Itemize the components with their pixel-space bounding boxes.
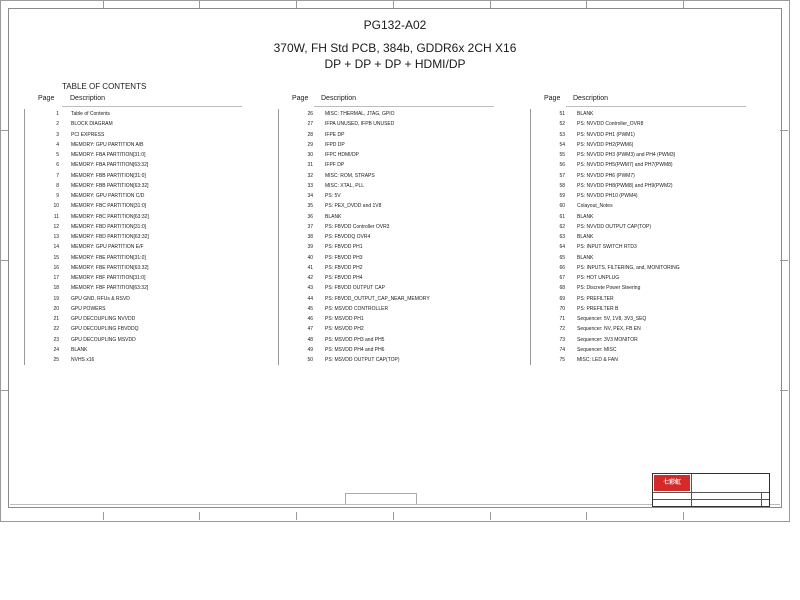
zone-tick	[586, 0, 587, 8]
toc-row	[279, 130, 460, 140]
toc-row	[25, 335, 206, 345]
toc-description: GPU DECOUPLING NVVDD	[71, 316, 136, 322]
zone-tick	[103, 0, 104, 8]
toc-description: PS: FBVDD PH2	[325, 264, 363, 271]
toc-row	[25, 201, 206, 211]
toc-description: IFPD DP	[325, 141, 345, 148]
toc-description: PS: FBVDD PH3	[325, 254, 363, 261]
toc-row	[279, 314, 460, 324]
toc-page-number: 3	[56, 131, 59, 138]
toc-row	[25, 212, 206, 222]
toc-page-number: 60	[559, 203, 565, 210]
toc-description: PS: INPUT SWITCH RTD3	[577, 244, 637, 251]
toc-page-number: 59	[559, 193, 565, 199]
toc-description: MEMORY: FBA PARTITION[31:0]	[71, 152, 146, 158]
toc-row	[25, 232, 206, 242]
toc-title: TABLE OF CONTENTS	[62, 82, 147, 91]
toc-row	[531, 171, 712, 181]
toc-column-2	[292, 95, 460, 365]
toc-page-number: 6	[56, 162, 59, 169]
toc-row	[279, 232, 460, 242]
toc-row	[279, 242, 460, 252]
toc-page-number: 33	[307, 182, 313, 189]
toc-description: MEMORY: FBB PARTITION[63:32]	[71, 182, 149, 189]
toc-row	[531, 119, 712, 129]
toc-page-number: 41	[307, 264, 313, 271]
toc-description: BLANK	[577, 254, 594, 261]
toc-row	[279, 222, 460, 232]
toc-row	[531, 283, 712, 293]
toc-page-number: 45	[307, 305, 313, 312]
toc-page-number: 2	[56, 121, 59, 128]
toc-page-number: 23	[53, 336, 59, 343]
toc-row	[279, 181, 460, 191]
toc-description: PS: NVVDD PH6 (PWM7)	[577, 172, 635, 179]
toc-description: MISC: ROM, STRAPS	[325, 172, 375, 179]
toc-description: MEMORY: FBF PARTITION[31:0]	[71, 275, 146, 281]
toc-page-number: 65	[559, 254, 565, 261]
toc-description: MEMORY: FBA PARTITION[63:32]	[71, 162, 149, 169]
title-block-divider	[653, 492, 769, 493]
toc-page-number: 61	[559, 213, 565, 220]
toc-description: PS: FBVDD Controller OVR3	[325, 223, 390, 230]
toc-page-number: 16	[53, 264, 59, 271]
toc-row	[25, 253, 206, 263]
toc-page-number: 70	[559, 305, 565, 312]
description-header: Description	[321, 95, 357, 102]
toc-description: MEMORY: FBD PARTITION[63:32]	[71, 234, 149, 240]
toc-row	[25, 191, 206, 201]
toc-page-number: 57	[559, 172, 565, 179]
toc-page-number: 5	[56, 152, 59, 158]
toc-row	[531, 212, 712, 222]
toc-page-number: 12	[53, 223, 59, 230]
page-header: Page	[544, 95, 561, 102]
description-header: Description	[573, 95, 609, 102]
toc-description: PS: FBVDD OUTPUT CAP	[325, 285, 385, 292]
toc-page-number: 51	[559, 111, 565, 117]
toc-row	[25, 314, 206, 324]
toc-page-number: 14	[53, 244, 59, 251]
header-rule	[314, 106, 494, 107]
toc-description: BLANK	[71, 346, 88, 353]
toc-row	[531, 140, 712, 150]
toc-page-number: 34	[307, 193, 313, 199]
toc-description: IFPE DP	[325, 131, 345, 138]
toc-row	[531, 160, 712, 170]
toc-page-number: 71	[559, 316, 565, 322]
toc-rows	[24, 109, 206, 365]
toc-row	[25, 304, 206, 314]
toc-page-number: 67	[559, 275, 565, 281]
toc-page-number: 27	[307, 121, 313, 128]
toc-page-number: 55	[559, 152, 565, 158]
toc-row	[531, 253, 712, 263]
toc-row	[531, 355, 712, 365]
toc-page-number: 39	[307, 244, 313, 251]
toc-row	[25, 345, 206, 355]
toc-page-number: 21	[53, 316, 59, 322]
toc-description: MEMORY: FBC PARTITION[31:0]	[71, 203, 147, 210]
toc-description: PS: MSVDD PH1	[325, 316, 364, 322]
toc-row	[279, 212, 460, 222]
toc-page-number: 44	[307, 295, 313, 302]
toc-page-number: 11	[53, 213, 59, 220]
toc-page-number: 68	[559, 285, 565, 292]
toc-page-number: 7	[56, 172, 59, 179]
toc-description: PS: HOT UNPLUG	[577, 275, 620, 281]
toc-row	[279, 191, 460, 201]
toc-description: IFPA UNUSED, IFPB UNUSED	[325, 121, 395, 128]
toc-page-number: 35	[307, 203, 313, 210]
toc-row	[25, 242, 206, 252]
toc-row	[279, 119, 460, 129]
toc-description: PS: MSVDD PH3 and PH5	[325, 336, 385, 343]
toc-page-number: 74	[559, 346, 565, 353]
toc-description: BLANK	[577, 111, 594, 117]
toc-description: PS: FBVDDQ OVR4	[325, 234, 371, 240]
toc-page-number: 48	[307, 336, 313, 343]
title-block	[652, 473, 770, 507]
toc-description: Sequencer: 5V, 1V8, 3V3_SEQ	[577, 316, 647, 322]
title-block-divider	[761, 492, 762, 506]
toc-description: PS: MSVDD CONTROLLER	[325, 305, 389, 312]
toc-page-number: 73	[559, 336, 565, 343]
toc-description: MEMORY: FBD PARTITION[31:0]	[71, 223, 147, 230]
toc-row	[531, 314, 712, 324]
toc-description: BLANK	[325, 213, 342, 220]
toc-page-number: 72	[559, 326, 565, 333]
toc-row	[279, 273, 460, 283]
column-header	[292, 95, 460, 109]
toc-row	[25, 222, 206, 232]
toc-page-number: 58	[559, 182, 565, 189]
header-rule	[566, 106, 746, 107]
toc-page-number: 4	[56, 141, 59, 148]
display-outputs: DP + DP + DP + HDMI/DP	[324, 57, 466, 71]
toc-row	[279, 201, 460, 211]
toc-description: Sequencer: 3V3 MONITOR	[577, 336, 638, 343]
toc-page-number: 75	[559, 357, 565, 363]
zone-tick	[683, 0, 684, 8]
toc-page-number: 66	[559, 264, 565, 271]
toc-page-number: 47	[307, 326, 313, 333]
zone-tick	[683, 512, 684, 520]
zone-tick	[199, 512, 200, 520]
toc-description: PS: NVVDD PH1 (PWM1)	[577, 131, 635, 138]
toc-description: PS: FBVDD PH4	[325, 275, 363, 281]
toc-description: MEMORY: GPU PARTITION E/F	[71, 244, 144, 251]
toc-description: NVHS x16	[71, 357, 95, 363]
zone-tick	[0, 260, 8, 261]
toc-row	[531, 130, 712, 140]
toc-description: PS: 5V	[325, 193, 341, 199]
toc-row	[279, 324, 460, 334]
toc-page-number: 50	[307, 357, 313, 363]
column-header	[38, 95, 206, 109]
toc-page-number: 26	[307, 111, 313, 117]
toc-description: PS: Discrete Power Steering	[577, 285, 641, 292]
toc-description: PCI EXPRESS	[71, 131, 105, 138]
toc-description: BLANK	[577, 234, 594, 240]
toc-row	[279, 283, 460, 293]
toc-page-number: 42	[307, 275, 313, 281]
toc-description: PS: PEX_DVDD and 1V8	[325, 203, 382, 210]
toc-row	[25, 140, 206, 150]
zone-tick	[780, 390, 788, 391]
toc-page-number: 18	[53, 285, 59, 292]
toc-description: PS: NVVDD PH2(PWM6)	[577, 141, 634, 148]
toc-row	[279, 304, 460, 314]
toc-row	[531, 304, 712, 314]
toc-rows	[278, 109, 460, 365]
toc-description: PS: NVVDD PH10 (PWM4)	[577, 193, 638, 199]
toc-description: PS: MSVDD PH2	[325, 326, 364, 333]
toc-description: MEMORY: GPU PARTITION A/B	[71, 141, 144, 148]
toc-description: IFPC HDMI/DP	[325, 152, 359, 158]
page-header: Page	[38, 95, 55, 102]
toc-row	[531, 335, 712, 345]
toc-description: BLOCK DIAGRAM	[71, 121, 113, 128]
toc-page-number: 43	[307, 285, 313, 292]
toc-row	[279, 150, 460, 160]
toc-row	[25, 263, 206, 273]
toc-page-number: 15	[53, 254, 59, 261]
toc-row	[531, 201, 712, 211]
toc-page-number: 28	[307, 131, 313, 138]
zone-tick	[586, 512, 587, 520]
toc-description: PS: PREFILTER	[577, 295, 614, 302]
toc-description: IFPF DP	[325, 162, 345, 169]
toc-description: Sequencer: MISC	[577, 346, 617, 353]
toc-row	[531, 232, 712, 242]
toc-row	[279, 171, 460, 181]
toc-page-number: 9	[56, 193, 59, 199]
toc-description: BLANK	[577, 213, 594, 220]
toc-description: MEMORY: FBF PARTITION[63:32]	[71, 285, 149, 292]
toc-page-number: 20	[53, 305, 59, 312]
toc-page-number: 24	[53, 346, 59, 353]
zone-tick	[490, 512, 491, 520]
toc-description: PS: NVVDD OUTPUT CAP(TOP)	[577, 223, 651, 230]
toc-row	[279, 109, 460, 119]
toc-row	[25, 294, 206, 304]
toc-row	[531, 150, 712, 160]
toc-column-1	[38, 95, 206, 365]
zone-tick	[296, 0, 297, 8]
toc-row	[531, 191, 712, 201]
toc-description: PS: FBVDD PH1	[325, 244, 363, 251]
toc-row	[25, 283, 206, 293]
toc-page-number: 38	[307, 234, 313, 240]
toc-description: PS: MSVDD OUTPUT CAP(TOP)	[325, 357, 400, 363]
toc-page-number: 63	[559, 234, 565, 240]
toc-description: MISC: LED & FAN	[577, 357, 618, 363]
toc-row	[25, 355, 206, 365]
toc-row	[279, 294, 460, 304]
header-rule	[62, 106, 242, 107]
column-header	[544, 95, 712, 109]
toc-row	[531, 273, 712, 283]
zone-tick	[780, 130, 788, 131]
description-header: Description	[70, 95, 106, 102]
toc-description: PS: NVVDD PH8(PWM8) and PH9(PWM2)	[577, 182, 673, 189]
toc-row	[25, 160, 206, 170]
title-block-divider	[653, 499, 769, 500]
toc-row	[25, 150, 206, 160]
zone-tick	[296, 512, 297, 520]
zone-tick	[103, 512, 104, 520]
toc-page-number: 8	[56, 182, 59, 189]
toc-page-number: 52	[559, 121, 565, 128]
toc-page-number: 1	[56, 111, 59, 117]
zone-tick	[0, 390, 8, 391]
toc-description: PS: PREFILTER B	[577, 305, 619, 312]
toc-description: PS: FBVDD_OUTPUT_CAP_NEAR_MEMORY	[325, 295, 430, 302]
toc-row	[279, 160, 460, 170]
board-name: PG132-A02	[363, 18, 427, 32]
toc-page-number: 69	[559, 295, 565, 302]
toc-page-number: 56	[559, 162, 565, 169]
toc-description: MEMORY: FBE PARTITION[63:32]	[71, 264, 149, 271]
toc-description: MEMORY: GPU PARTITION C/D	[71, 193, 145, 199]
toc-row	[279, 253, 460, 263]
title-block-divider	[691, 474, 692, 506]
board-spec: 370W, FH Std PCB, 384b, GDDR6x 2CH X16	[273, 41, 517, 55]
toc-description: Colayout_Notes	[577, 203, 613, 210]
toc-row	[531, 345, 712, 355]
toc-description: PS: MSVDD PH4 and PH6	[325, 346, 385, 353]
toc-description: MEMORY: FBE PARTITION[31:0]	[71, 254, 146, 261]
toc-row	[279, 140, 460, 150]
toc-page-number: 54	[559, 141, 565, 148]
toc-row	[25, 109, 206, 119]
toc-row	[279, 335, 460, 345]
toc-row	[531, 222, 712, 232]
toc-row	[25, 181, 206, 191]
zone-tick	[780, 260, 788, 261]
toc-page-number: 32	[307, 172, 313, 179]
toc-page-number: 36	[307, 213, 313, 220]
zone-tick	[0, 130, 8, 131]
toc-page-number: 29	[307, 141, 313, 148]
toc-description: MEMORY: FBC PARTITION[63:32]	[71, 213, 149, 220]
toc-row	[25, 119, 206, 129]
toc-page-number: 40	[307, 254, 313, 261]
toc-page-number: 10	[53, 203, 59, 210]
toc-page-number: 19	[53, 295, 59, 302]
toc-page-number: 17	[53, 275, 59, 281]
toc-description: PS: NVVDD PH3 (PWM3) and PH4 (PWM3)	[577, 152, 676, 158]
toc-description: GPU DECOUPLING MSVDD	[71, 336, 136, 343]
toc-row	[25, 324, 206, 334]
toc-row	[531, 263, 712, 273]
toc-page-number: 46	[307, 316, 313, 322]
toc-column-3	[544, 95, 712, 365]
toc-description: MISC: THERMAL, JTAG, GPIO	[325, 111, 395, 117]
zone-tick	[490, 0, 491, 8]
toc-page-number: 30	[307, 152, 313, 158]
toc-row	[25, 273, 206, 283]
toc-description: GPU GND, RFUs & RSVD	[71, 295, 130, 302]
toc-page-number: 31	[307, 162, 313, 169]
toc-row	[531, 294, 712, 304]
toc-page-number: 13	[53, 234, 59, 240]
toc-description: PS: NVVDD Controller_OVR8	[577, 121, 644, 128]
toc-rows	[530, 109, 712, 365]
toc-description: GPU DECOUPLING FBVDDQ	[71, 326, 139, 333]
toc-row	[531, 181, 712, 191]
toc-row	[531, 324, 712, 334]
toc-row	[279, 263, 460, 273]
zone-tick	[199, 0, 200, 8]
toc-description: MISC: XTAL, PLL	[325, 182, 365, 189]
company-logo: 七彩虹	[654, 475, 690, 491]
toc-page-number: 49	[307, 346, 313, 353]
toc-row	[531, 109, 712, 119]
toc-description: PS: NVVDD PH5(PWM7) and PH7(PWM8)	[577, 162, 673, 169]
toc-row	[25, 171, 206, 181]
toc-page-number: 37	[307, 223, 313, 230]
toc-page-number: 22	[53, 326, 59, 333]
toc-row	[279, 355, 460, 365]
toc-description: PS: INPUTS, FILTERING, and, MONITORING	[577, 264, 680, 271]
toc-row	[25, 130, 206, 140]
toc-description: Table of Contents	[71, 111, 110, 117]
toc-row	[279, 345, 460, 355]
toc-description: GPU POWERS	[71, 305, 106, 312]
zone-tick	[393, 0, 394, 8]
toc-page-number: 25	[53, 357, 59, 363]
page-header: Page	[292, 95, 309, 102]
toc-page-number: 64	[559, 244, 565, 251]
toc-page-number: 53	[559, 131, 565, 138]
toc-description: MEMORY: FBB PARTITION[31:0]	[71, 172, 146, 179]
toc-page-number: 62	[559, 223, 565, 230]
zone-tick	[393, 512, 394, 520]
toc-description: Sequencer: NV, PEX, FB EN	[577, 326, 641, 333]
toc-row	[531, 242, 712, 252]
